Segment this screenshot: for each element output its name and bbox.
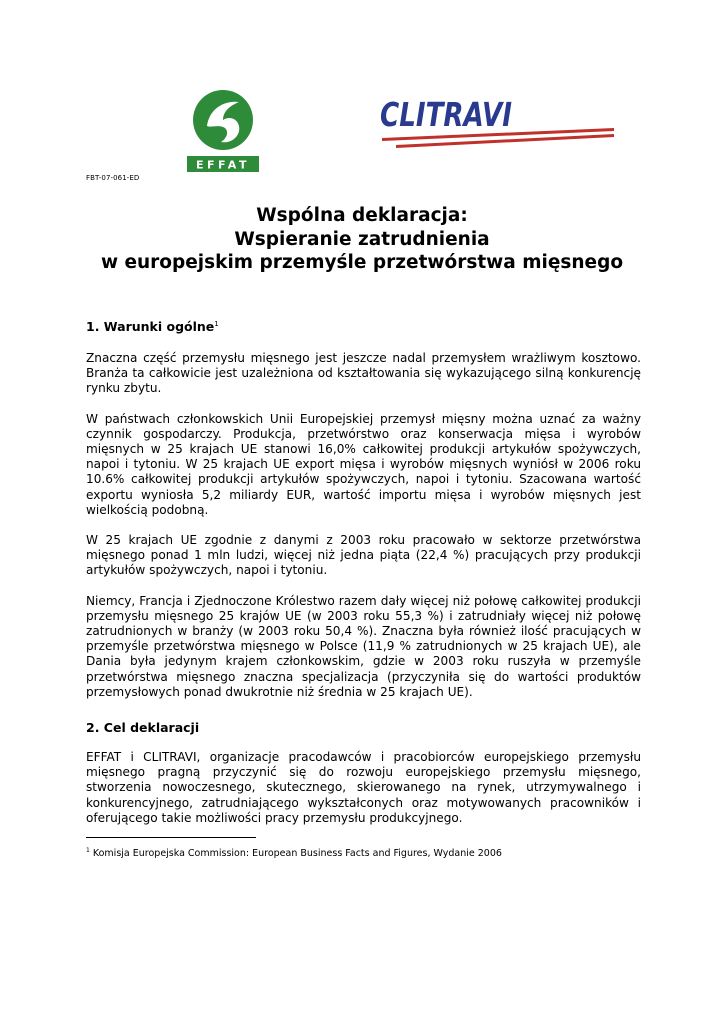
footnote-text: Komisja Europejska Commission: European Business Facts and Figures, Wydanie 2006 xyxy=(92,848,502,859)
effat-logo-text: EFFAT xyxy=(196,158,250,172)
clitravi-logo-text: CLITRAVI xyxy=(380,95,512,134)
section-1-paragraph: Znaczna część przemysłu mięsnego jest jeszcze nadal przemysłem wrażliwym kosztowo. Branża ta całkowicie jest uzależniona od kształtowania się wykazującego silną konkurencję rynku zbytu. xyxy=(86,351,641,396)
footnote xyxy=(86,845,502,860)
section-1-paragraph: W państwach członkowskich Unii Europejskiej przemysł mięsny można uznać za ważny czynnik gospodarczy. Produkcja, przetwórstwo oraz konserwacja mięsa i wyrobów mięsnych w 25 krajach UE stanowi 16,0% całkowitej produkcji artykułów spożywczych, napoi i tytoniu. W 25 krajach UE export mięsa i wyrobów mięsnych wyniósł w 2006 roku 10.6% całkowitej produkcji artykułów spożywczych, napoi i tytoniu. Szacowana wartość exportu wyniosła 5,2 miliardy EUR, wartość importu mięsa i wyrobów mięsnych jest wielkością podobną. xyxy=(86,411,641,517)
document-title xyxy=(60,204,664,275)
effat-logo xyxy=(183,84,263,174)
document-reference: FBT-07-061-ED xyxy=(86,174,140,182)
section-2-paragraph: EFFAT i CLITRAVI, organizacje pracodawców i pracobiorców europejskiego przemysłu mięsnego pragną przyczynić się do rozwoju europejskiego przemysłu mięsnego, stworzenia nowoczesnego, skutecznego, skierowanego na rynek, utrzymywalnego i konkurencyjnego, zatrudniającego wykształconych oraz motywowanych pracowników i oferującego takie możliwości pracy przemysłu produkcyjnego. xyxy=(86,750,641,825)
logo-header xyxy=(0,0,724,180)
footnote-marker: 1 xyxy=(86,847,90,854)
document-body xyxy=(86,316,641,826)
title-line-3: w europejskim przemyśle przetwórstwa mięsnego xyxy=(100,252,624,273)
section-1-heading-text: 1. Warunki ogólne xyxy=(86,319,215,334)
section-2-heading: 2. Cel deklaracji xyxy=(86,720,200,736)
footnote-reference[interactable]: 1 xyxy=(214,320,219,328)
title-line-1: Wspólna deklaracja: xyxy=(256,205,468,226)
section-1-heading xyxy=(86,316,641,335)
footnote-divider xyxy=(86,837,256,838)
title-line-2: Wspieranie zatrudnienia xyxy=(234,228,490,250)
clitravi-logo xyxy=(378,92,618,148)
section-1-paragraph: W 25 krajach UE zgodnie z danymi z 2003 roku pracowało w sektorze przetwórstwa mięsnego ponad 1 mln ludzi, więcej niż jedna piąta (22,4 %) pracujących przy produkcji artykułów spożywczych, napoi i tytoniu. xyxy=(86,533,641,578)
section-1-paragraph: Niemcy, Francja i Zjednoczone Królestwo razem dały więcej niż połowę całkowitej produkcji przemysłu mięsnego 25 krajów UE (w 2003 roku 55,3 %) i zatrudniały więcej niż połowę zatrudnionych w branży (w 2003 roku 50,4 %). Znaczna była również ilość pracujących w przemyśle przetwórstwa mięsnego w Polsce (11,9 % zatrudnionych w 25 krajach UE), ale Dania była jedynym krajem członkowskim, gdzie w 2003 roku ruszyła w przemyśle przetwórstwa mięsnego znaczna specjalizacja (przyczyniła się do wartości produktów przemysłowych ponad dwukrotnie niż średnia w 25 krajach UE). xyxy=(86,593,641,699)
